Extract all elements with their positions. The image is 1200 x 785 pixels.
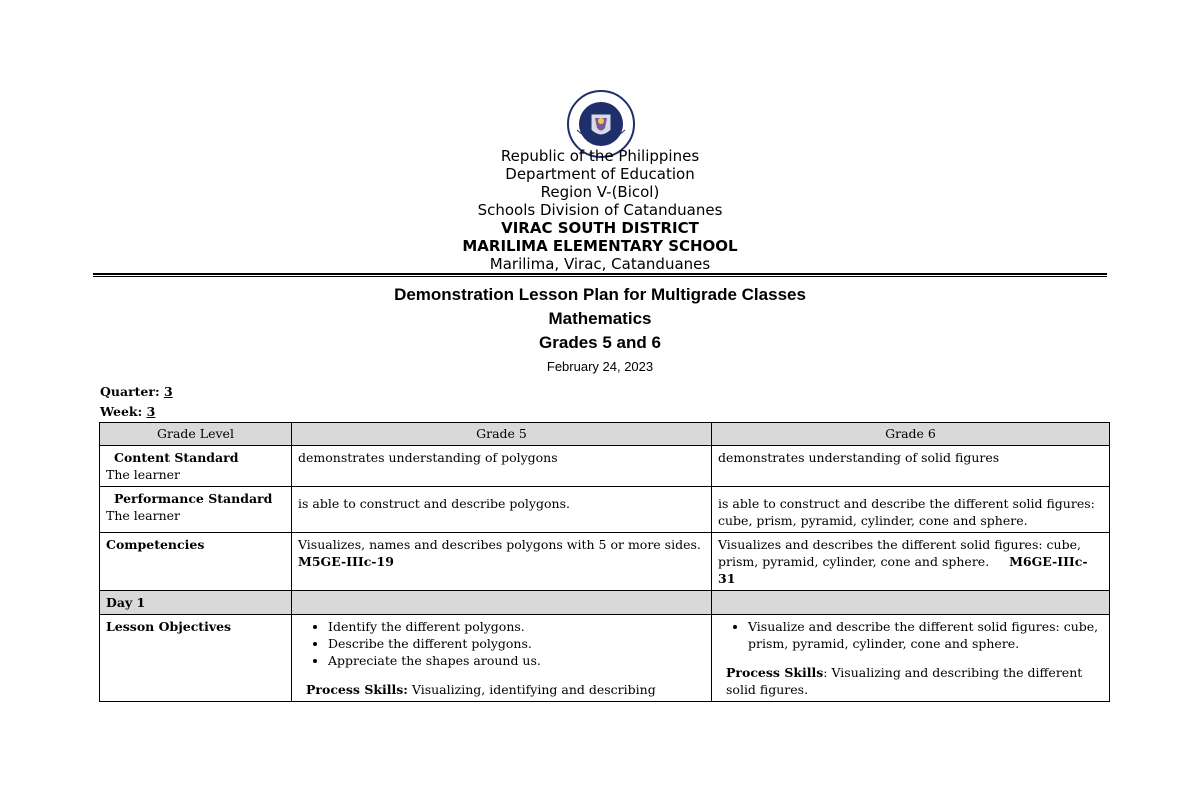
lesson-title-block	[0, 283, 1200, 377]
week-line	[100, 404, 155, 419]
list-item: • Identify the different polygons.	[328, 618, 705, 635]
quarter-value: 3	[163, 384, 173, 399]
objectives-row	[100, 615, 1110, 702]
performance-standard-row	[100, 487, 1110, 533]
objectives-label: Lesson Objectives	[100, 615, 292, 702]
performance-standard-g6: is able to construct and describe the different solid figures: cube, prism, pyramid, cylinder, cone and sphere.	[712, 487, 1110, 533]
day-g6-empty	[712, 591, 1110, 615]
header-divider-thin	[93, 276, 1107, 277]
quarter-line	[100, 384, 173, 399]
competencies-g5-code: M5GE-IIIc-19	[298, 554, 394, 569]
division-line: Schools Division of Catanduanes	[477, 201, 723, 219]
department-line: Department of Education	[505, 165, 695, 183]
lesson-date: February 24, 2023	[546, 359, 654, 374]
process-skills-g5-text: Visualizing, identifying and describing	[411, 682, 656, 697]
competencies-row	[100, 533, 1110, 591]
day-row	[100, 591, 1110, 615]
process-skills-g6	[718, 664, 1103, 698]
header-grade-5: Grade 5	[292, 423, 712, 446]
performance-standard-label-cell	[100, 487, 292, 533]
competencies-g5: Visualizes, names and describes polygons with 5 or more sides.	[298, 537, 701, 552]
objectives-g5-list	[298, 618, 705, 669]
school-name: MARILIMA ELEMENTARY SCHOOL	[462, 237, 738, 255]
district-line: VIRAC SOUTH DISTRICT	[501, 219, 699, 237]
day-label: Day 1	[100, 591, 292, 615]
content-standard-label: Content Standard	[114, 450, 239, 465]
objectives-g5-cell	[292, 615, 712, 702]
day-g5-empty	[292, 591, 712, 615]
competencies-g5-cell	[292, 533, 712, 591]
lesson-title: Demonstration Lesson Plan for Multigrade Classes	[394, 285, 806, 304]
competencies-g6: Visualizes and describes the different solid figures: cube, prism, pyramid, cylinder, cone and sphere.	[718, 537, 1081, 569]
content-standard-g5: demonstrates understanding of polygons	[292, 446, 712, 487]
header-grade-6: Grade 6	[712, 423, 1110, 446]
performance-standard-sublabel: The learner	[106, 508, 181, 523]
objectives-g6-cell	[712, 615, 1110, 702]
list-item: • Appreciate the shapes around us.	[328, 652, 705, 669]
process-skills-g6-label: Process Skills	[726, 665, 824, 680]
header-grade-level: Grade Level	[100, 423, 292, 446]
process-skills-g5	[298, 681, 705, 698]
table-header-row	[100, 423, 1110, 446]
subject-title: Mathematics	[548, 309, 652, 328]
region-line: Region V-(Bicol)	[540, 183, 660, 201]
week-label: Week:	[100, 404, 143, 419]
header-divider	[93, 273, 1107, 275]
competencies-g6-cell	[712, 533, 1110, 591]
week-value: 3	[146, 404, 156, 419]
content-standard-row	[100, 446, 1110, 487]
letterhead	[0, 147, 1200, 273]
lesson-plan-table	[99, 422, 1110, 702]
list-item: • Visualize and describe the different solid figures: cube, prism, pyramid, cylinder, cone and sphere.	[748, 618, 1103, 652]
competencies-g6-code: M6GE-IIIc-31	[718, 554, 1088, 586]
process-skills-g5-label: Process Skills:	[306, 682, 408, 697]
process-skills-g6-text: : Visualizing and describing the different solid figures.	[726, 665, 1083, 697]
content-standard-g6: demonstrates understanding of solid figures	[712, 446, 1110, 487]
competencies-label: Competencies	[100, 533, 292, 591]
republic-line: Republic of the Philippines	[500, 147, 700, 165]
performance-standard-label: Performance Standard	[114, 491, 273, 506]
list-item: • Describe the different polygons.	[328, 635, 705, 652]
content-standard-sublabel: The learner	[106, 467, 181, 482]
objectives-g6-list	[718, 618, 1103, 652]
performance-standard-g5: is able to construct and describe polygons.	[292, 487, 712, 533]
quarter-label: Quarter:	[100, 384, 160, 399]
content-standard-label-cell	[100, 446, 292, 487]
school-address: Marilima, Virac, Catanduanes	[489, 255, 711, 273]
grades-title: Grades 5 and 6	[539, 333, 661, 352]
